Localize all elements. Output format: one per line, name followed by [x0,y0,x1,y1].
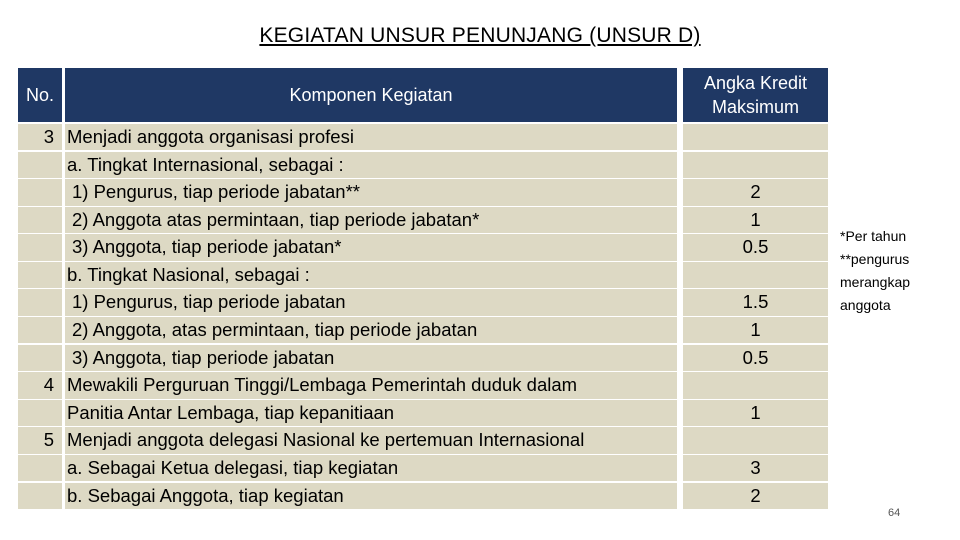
header-angka-kredit: Angka Kredit Maksimum [683,68,828,122]
cell-no: 5 [18,427,62,453]
cell-komponen: 1) Pengurus, tiap periode jabatan** [65,179,677,205]
cell-komponen: b. Tingkat Nasional, sebagai : [65,262,677,288]
cell-no [18,317,62,343]
cell-angka-kredit [683,124,828,150]
footnote-line: *Per tahun [840,228,907,244]
cell-angka-kredit: 1.5 [683,289,828,315]
cell-angka-kredit: 0.5 [683,345,828,371]
column-komponen [65,124,677,510]
cell-angka-kredit: 1 [683,207,828,233]
cell-komponen: a. Tingkat Internasional, sebagai : [65,152,677,178]
cell-no: 4 [18,372,62,398]
page-number: 64 [888,507,901,519]
cell-no [18,483,62,509]
cell-angka-kredit: 1 [683,400,828,426]
cell-no [18,400,62,426]
cell-no [18,152,62,178]
cell-komponen: Menjadi anggota delegasi Nasional ke pertemuan Internasional [65,427,677,453]
cell-angka-kredit: 0.5 [683,234,828,260]
column-no [18,124,62,510]
footnote-line: anggota [840,297,891,313]
cell-komponen: 3) Anggota, tiap periode jabatan [65,345,677,371]
cell-no [18,234,62,260]
cell-angka-kredit [683,427,828,453]
cell-angka-kredit: 1 [683,317,828,343]
cell-angka-kredit [683,372,828,398]
cell-no [18,455,62,481]
cell-komponen: 2) Anggota atas permintaan, tiap periode jabatan* [65,207,677,233]
footnote-line: **pengurus [840,251,910,267]
cell-komponen: Menjadi anggota organisasi profesi [65,124,677,150]
cell-komponen: 1) Pengurus, tiap periode jabatan [65,289,677,315]
cell-komponen: a. Sebagai Ketua delegasi, tiap kegiatan [65,455,677,481]
column-angka-kredit [683,124,828,510]
cell-no [18,345,62,371]
cell-angka-kredit: 2 [683,483,828,509]
header-no: No. [18,68,62,122]
cell-komponen: b. Sebagai Anggota, tiap kegiatan [65,483,677,509]
cell-komponen: 3) Anggota, tiap periode jabatan* [65,234,677,260]
cell-komponen: Panitia Antar Lembaga, tiap kepanitiaan [65,400,677,426]
footnote [840,225,955,317]
cell-no [18,289,62,315]
cell-no [18,262,62,288]
cell-komponen: Mewakili Perguruan Tinggi/Lembaga Pemerintah duduk dalam [65,372,677,398]
page-title: KEGIATAN UNSUR PENUNJANG (UNSUR D) [259,24,701,47]
footnote-line: merangkap [840,274,911,290]
cell-angka-kredit: 3 [683,455,828,481]
cell-no [18,179,62,205]
cell-angka-kredit [683,262,828,288]
header-komponen-kegiatan: Komponen Kegiatan [65,68,677,122]
cell-komponen: 2) Anggota, atas permintaan, tiap periode jabatan [65,317,677,343]
cell-angka-kredit [683,152,828,178]
cell-no: 3 [18,124,62,150]
cell-no [18,207,62,233]
cell-angka-kredit: 2 [683,179,828,205]
